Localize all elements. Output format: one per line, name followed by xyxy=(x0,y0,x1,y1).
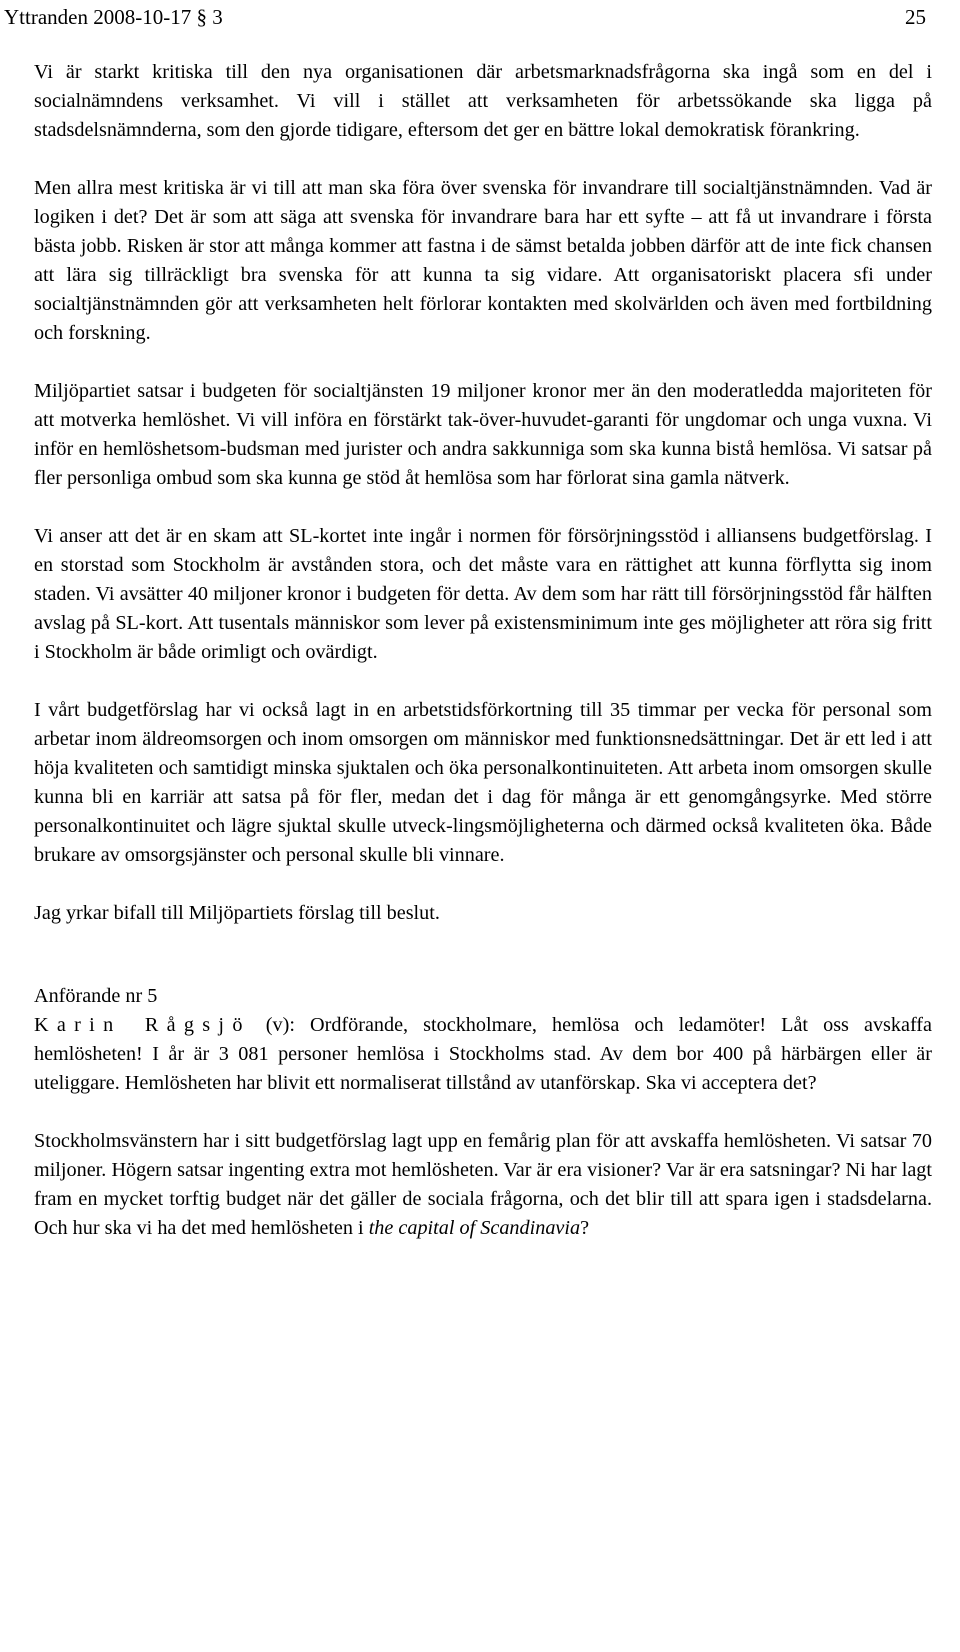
header-title: Yttranden 2008-10-17 § 3 xyxy=(4,5,223,29)
paragraph-4: Vi anser att det är en skam att SL-kortet inte ingår i normen för försörjningsstöd i alliansens budgetförslag. I en storstad som Stockholm är avstånden stora, och det måste vara en rättighet att kunna förflytta sig inom staden. Vi avsätter 40 miljoner kronor i budgeten för detta. Av dem som har rätt till försörjningsstöd får hälften avslag på SL-kort. Att tusentals människor som lever på existensminimum inte ges möjligheter att röra sig fritt i Stockholm är både orimligt och ovärdigt. xyxy=(34,525,932,663)
paragraph-3: Miljöpartiet satsar i budgeten för socialtjänsten 19 miljoner kronor mer än den moderatledda majoriteten för att motverka hemlöshet. Vi vill införa en förstärkt tak-över-huvudet-garanti för ungdomar och unga vuxna. Vi inför en hemlöshetsom-budsman med jurister och andra sakkunniga som ska kunna bistå hemlösa. Vi satsar på fler personliga ombud som ska kunna ge stöd åt hemlösa som har förlorat sina gamla nätverk. xyxy=(34,380,932,489)
speech-paragraph-1-text: (v): Ordförande, stockholmare, hemlösa och ledamöter! Låt oss avskaffa hemlösheten! I år är 3 081 personer hemlösa i Stockholms stad. Av dem bor 400 på härbärgen eller är uteliggare. Hemlösheten har blivit ett normaliserat tillstånd av utanförskap. Ska vi acceptera det? xyxy=(34,1014,932,1094)
page-header xyxy=(4,2,926,32)
paragraph-2: Men allra mest kritiska är vi till att man ska föra över svenska för invandrare till socialtjänstnämnden. Vad är logiken i det? Det är som att säga att svenska för invandrare bara har ett syfte – att få ut invandrare i första bästa jobb. Risken är stor att många kommer att fastna i de sämst betalda jobben därför att de inte fick chansen att lära sig tillräckligt bra svenska för att kunna ta sig vidare. Att organisatoriskt placera sfi under socialtjänstnämnden gör att verksamheten helt förlorar kontakten med skolvärlden och även med fortbildning och forskning. xyxy=(34,177,932,344)
speech-paragraph-2-end: ? xyxy=(580,1217,590,1239)
speech-paragraph-2-text: Stockholmsvänstern har i sitt budgetförslag lagt upp en femårig plan för att avskaffa hemlösheten. Vi satsar 70 miljoner. Högern satsar ingenting extra mot hemlösheten. Var är era visioner? Var är era satsningar? Ni har lagt fram en mycket torftig budget när det gäller de sociala frågorna, och det blir till att spara igen i stadsdelarna. Och hur ska vi ha det med hemlösheten i xyxy=(34,1130,932,1239)
italic-phrase: the capital of Scandinavia xyxy=(368,1217,581,1239)
paragraph-1: Vi är starkt kritiska till den nya organisationen där arbetsmarknadsfrågorna ska ingå som en del i socialnämndens verksamhet. Vi vill i stället att verksamheten för arbetssökande ska ligga på stadsdelsnämnderna, som den gjorde tidigare, eftersom det ger en bättre lokal demokratisk förankring. xyxy=(34,61,932,141)
speech-paragraph-1 xyxy=(34,1011,932,1098)
page-number: 25 xyxy=(905,5,926,29)
speech-heading: Anförande nr 5 xyxy=(34,985,158,1007)
paragraph-6: Jag yrkar bifall till Miljöpartiets förslag till beslut. xyxy=(34,902,440,924)
speech-paragraph-2 xyxy=(34,1127,932,1243)
paragraph-5: I vårt budgetförslag har vi också lagt in en arbetstidsförkortning till 35 timmar per vecka för personal som arbetar inom äldreomsorgen och inom omsorgen om människor med funktionsnedsättningar. Det är ett led i att höja kvaliteten och samtidigt minska sjuktalen och öka personalkontinuiteten. Att arbeta inom omsorgen skulle kunna bli en karriär att satsa på för fler, medan det i dag för många är ett genomgångsyrke. Med större personalkontinuitet och lägre sjuktal skulle utveck-lingsmöjligheterna och därmed också kvaliteten öka. Både brukare av omsorgsjänster och personal skulle bli vinnare. xyxy=(34,699,932,866)
document-body xyxy=(34,58,932,1272)
speaker-name: Karin Rågsjö xyxy=(34,1014,251,1036)
